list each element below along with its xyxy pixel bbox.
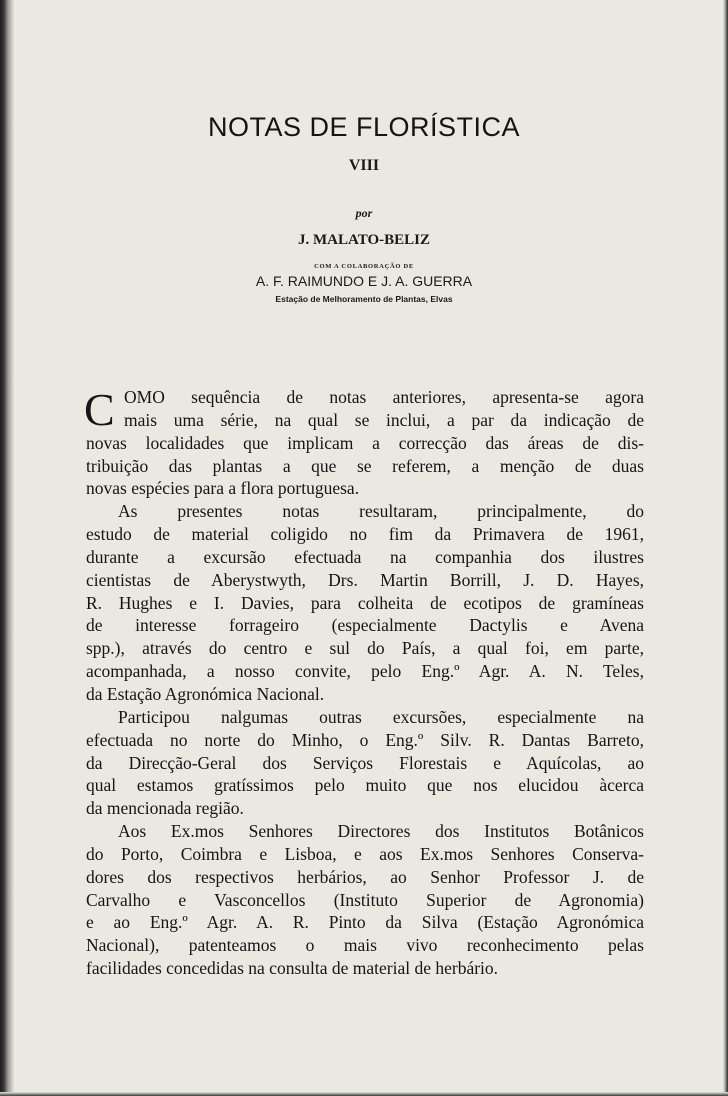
by-line: por xyxy=(355,206,373,220)
text-line: mais uma série, na qual se inclui, a par da indicação de xyxy=(124,409,644,430)
text-line: dores dos respectivos herbários, ao Senhor Professor J. de xyxy=(86,866,644,887)
text-line: Participou nalgumas outras excursões, especialmente na xyxy=(118,706,644,727)
body-text xyxy=(86,386,644,980)
part-number: VIII xyxy=(348,157,380,174)
text-line: novas espécies para a flora portuguesa. xyxy=(86,478,360,499)
text-line: Nacional), patenteamos o mais vivo reconhecimento pelas xyxy=(86,935,644,956)
affiliation: Estação de Melhoramento de Plantas, Elvas xyxy=(275,294,453,304)
text-line: Carvalho e Vasconcellos (Instituto Superior de Agronomia) xyxy=(86,889,644,910)
text-line: R. Hughes e I. Davies, para colheita de ecotipos de gramíneas xyxy=(86,592,644,613)
text-line: da Direcção-Geral dos Serviços Florestais e Aquícolas, ao xyxy=(86,752,644,773)
coauthors: A. F. RAIMUNDO E J. A. GUERRA xyxy=(255,273,473,289)
text-line: Aos Ex.mos Senhores Directores dos Institutos Botânicos xyxy=(118,821,644,842)
text-line: qual estamos gratíssimos pelo muito que nos elucidou àcerca xyxy=(86,775,644,796)
text-line: do Porto, Coimbra e Lisboa, e aos Ex.mos Senhores Conserva- xyxy=(86,843,644,864)
text-line: da mencionada região. xyxy=(86,798,244,819)
text-line: durante a excursão efectuada na companhia dos ilustres xyxy=(86,546,644,567)
text-line: facilidades concedidas na consulta de material de herbário. xyxy=(86,958,499,979)
text-line: spp.), através do centro e sul do País, a qual foi, em parte, xyxy=(86,638,644,659)
text-line: cientistas de Aberystwyth, Drs. Martin Borrill, J. D. Hayes, xyxy=(86,569,644,590)
text-line: As presentes notas resultaram, principalmente, do xyxy=(118,501,644,522)
page-title: NOTAS DE FLORÍSTICA xyxy=(207,112,521,142)
text-line: novas localidades que implicam a correcção das áreas de dis- xyxy=(86,432,644,453)
text-line: tribuição das plantas a que se referem, a menção de duas xyxy=(86,455,644,476)
author: J. MALATO-BELIZ xyxy=(298,232,430,248)
text-line: OMO sequência de notas anteriores, apresenta-se agora xyxy=(124,387,644,407)
text-line: estudo de material coligido no fim da Primavera de 1961, xyxy=(86,524,644,545)
text-line: de interesse forrageiro (especialmente Dactylis e Avena xyxy=(86,615,644,636)
drop-cap: C xyxy=(84,384,115,435)
collaboration-label: COM A COLABORAÇÃO DE xyxy=(314,263,414,270)
text-line: e ao Eng.º Agr. A. R. Pinto da Silva (Estação Agronómica xyxy=(86,912,644,933)
text-line: acompanhada, a nosso convite, pelo Eng.º Agr. A. N. Teles, xyxy=(86,661,644,682)
text-line: da Estação Agronómica Nacional. xyxy=(86,683,325,704)
page-edge-bottom xyxy=(0,1092,728,1096)
text-line: efectuada no norte do Minho, o Eng.º Silv. R. Dantas Barreto, xyxy=(86,729,644,750)
